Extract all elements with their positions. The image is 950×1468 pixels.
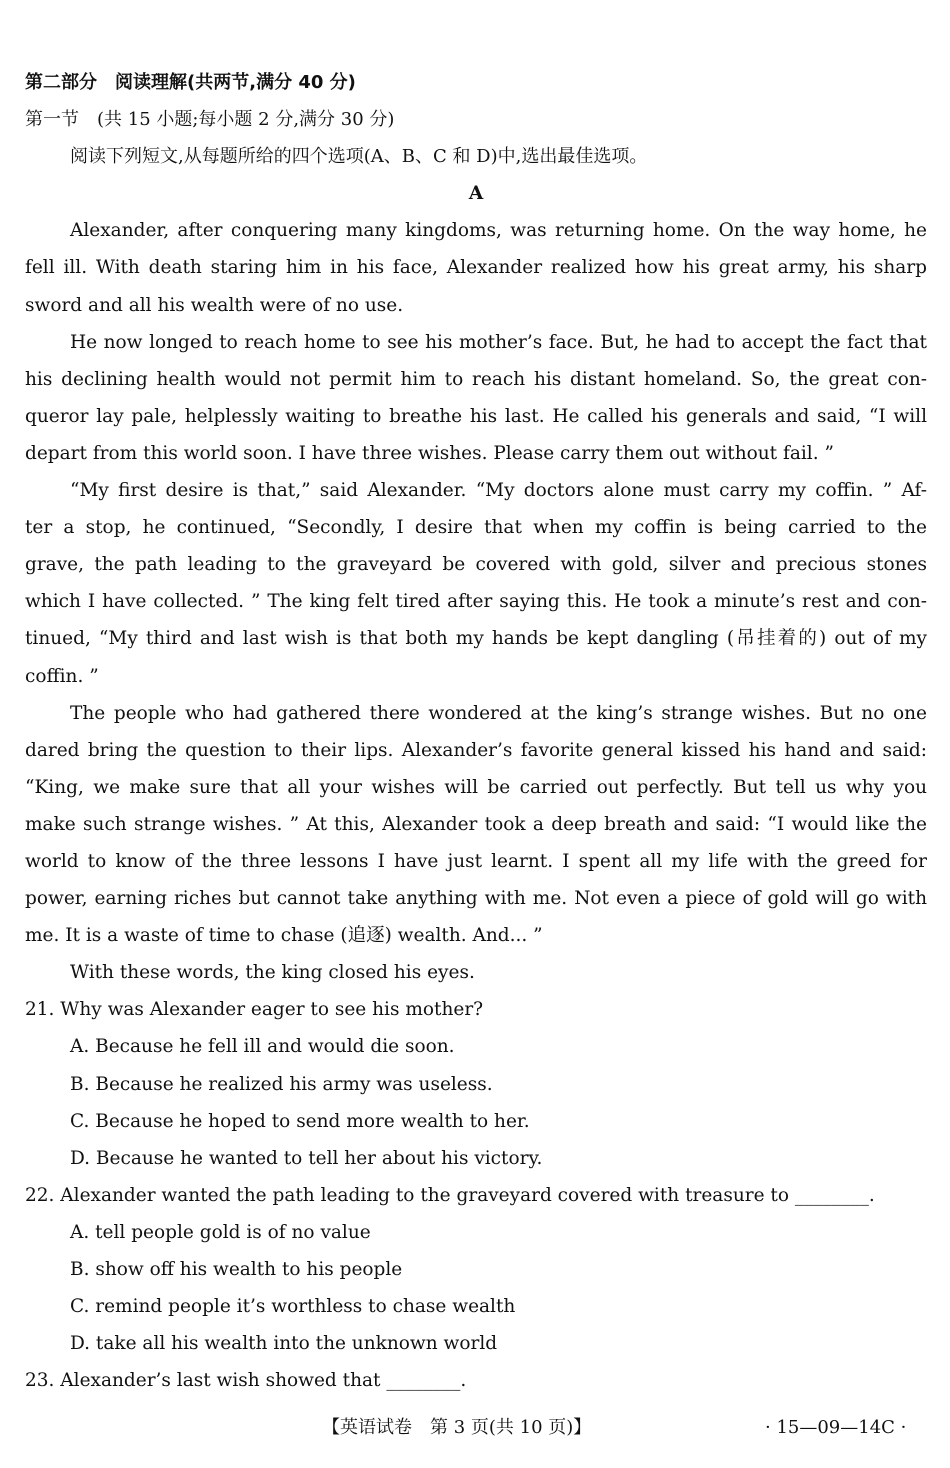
passage-line: which I have collected. ” The king felt tired after saying this. He took a minute’s rest and con- bbox=[25, 591, 927, 613]
passage bbox=[25, 212, 927, 991]
passage-line: me. It is a waste of time to chase (追逐) wealth. And... ” bbox=[25, 925, 543, 947]
passage-line: “King, we make sure that all your wishes will be carried out perfectly. But tell us why you bbox=[25, 776, 927, 798]
page-info: 【英语试卷 第 3 页(共 10 页)】 bbox=[322, 1417, 592, 1438]
instructions: 阅读下列短文,从每题所给的四个选项(A、B、C 和 D)中,选出最佳选项。 bbox=[70, 146, 648, 168]
passage-line: fell ill. With death staring him in his face, Alexander realized how his great army, his sharp bbox=[25, 257, 927, 279]
exam-content bbox=[25, 64, 927, 1399]
passage-line: queror lay pale, helplessly waiting to breathe his last. He called his generals and said, “I will bbox=[25, 405, 927, 427]
questions bbox=[25, 991, 927, 1399]
passage-line: The people who had gathered there wondered at the king’s strange wishes. But no one bbox=[70, 702, 927, 724]
question-stem: 22. Alexander wanted the path leading to the graveyard covered with treasure to ________. bbox=[25, 1184, 875, 1206]
passage-label: A bbox=[468, 183, 484, 205]
passage-line: depart from this world soon. I have three wishes. Please carry them out without fail. ” bbox=[25, 442, 834, 464]
passage-line: sword and all his wealth were of no use. bbox=[25, 294, 404, 316]
answer-option: A. tell people gold is of no value bbox=[70, 1221, 371, 1243]
exam-code: · 15—09—14C · bbox=[765, 1417, 907, 1438]
answer-option: D. take all his wealth into the unknown world bbox=[70, 1333, 498, 1355]
answer-option: D. Because he wanted to tell her about his victory. bbox=[70, 1147, 543, 1169]
answer-option: C. Because he hoped to send more wealth to her. bbox=[70, 1110, 530, 1132]
footer bbox=[0, 1412, 950, 1444]
passage-line: tinued, “My third and last wish is that both my hands be kept dangling (吊挂着的) out of my bbox=[25, 628, 927, 650]
question-stem: 21. Why was Alexander eager to see his mother? bbox=[25, 999, 484, 1021]
passage-line: ter a stop, he continued, “Secondly, I desire that when my coffin is being carried to the bbox=[25, 517, 927, 539]
passage-line: He now longed to reach home to see his mother’s face. But, he had to accept the fact that bbox=[70, 331, 927, 353]
passage-line: world to know of the three lessons I have just learnt. I spent all my life with the greed for bbox=[25, 850, 927, 872]
answer-option: B. Because he realized his army was useless. bbox=[70, 1073, 493, 1095]
passage-line: coffin. ” bbox=[25, 665, 99, 687]
passage-line: power, earning riches but cannot take anything with me. Not even a piece of gold will go with bbox=[25, 888, 927, 910]
passage-line: With these words, the king closed his eyes. bbox=[70, 962, 475, 984]
passage-line: Alexander, after conquering many kingdoms, was returning home. On the way home, he bbox=[70, 220, 927, 242]
passage-line: make such strange wishes. ” At this, Alexander took a deep breath and said: “I would like the bbox=[25, 813, 927, 835]
part-title: 第二部分 阅读理解(共两节,满分 40 分) bbox=[25, 72, 356, 93]
passage-line: dared bring the question to their lips. Alexander’s favorite general kissed his hand and said: bbox=[25, 739, 927, 761]
passage-line: “My first desire is that,” said Alexander. “My doctors alone must carry my coffin. ” Af- bbox=[70, 480, 927, 502]
question-stem: 23. Alexander’s last wish showed that ________. bbox=[25, 1370, 467, 1392]
answer-option: C. remind people it’s worthless to chase wealth bbox=[70, 1296, 516, 1318]
section-title: 第一节 (共 15 小题;每小题 2 分,满分 30 分) bbox=[25, 109, 395, 131]
answer-option: A. Because he fell ill and would die soon. bbox=[70, 1036, 455, 1058]
answer-option: B. show off his wealth to his people bbox=[70, 1259, 403, 1280]
passage-line: his declining health would not permit him to reach his distant homeland. So, the great con- bbox=[25, 368, 927, 390]
passage-line: grave, the path leading to the graveyard be covered with gold, silver and precious stones bbox=[25, 554, 927, 576]
